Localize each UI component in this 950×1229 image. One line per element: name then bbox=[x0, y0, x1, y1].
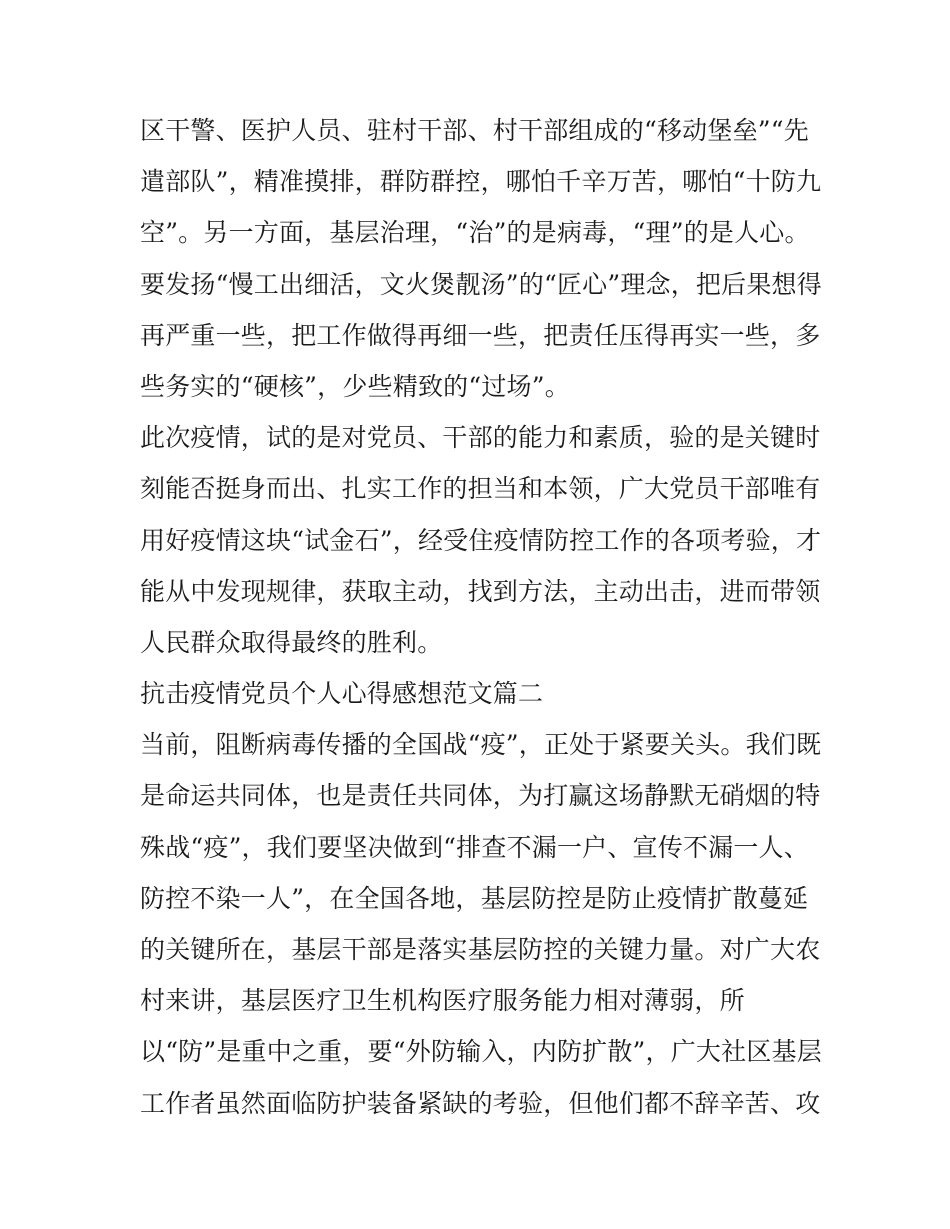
text-line: 刻能否挺身而出、扎实工作的担当和本领，广大党员干部唯有 bbox=[140, 474, 821, 504]
text-line: 防控不染一人”，在全国各地，基层防控是防止疫情扩散蔓延 bbox=[140, 883, 809, 913]
text-line: 些务实的“硬核”，少些精致的“过场”。 bbox=[140, 371, 570, 401]
section-heading: 抗击疫情党员个人心得感想范文篇二 bbox=[140, 679, 544, 709]
text-line: 工作者虽然面临防护装备紧缺的考验，但他们都不辞辛苦、攻 bbox=[140, 1088, 821, 1118]
text-line: 殊战“疫”，我们要坚决做到“排查不漏一户、宣传不漏一人、 bbox=[140, 832, 809, 862]
text-line: 遣部队”，精准摸排，群防群控，哪怕千辛万苦，哪怕“十防九 bbox=[140, 167, 822, 197]
text-line: 要发扬“慢工出细活，文火煲靓汤”的“匠心”理念，把后果想得 bbox=[140, 269, 822, 299]
text-line: 此次疫情，试的是对党员、干部的能力和素质，验的是关键时 bbox=[140, 423, 821, 453]
text-line: 以“防”是重中之重，要“外防输入，内防扩散”，广大社区基层 bbox=[140, 1037, 822, 1067]
document-body bbox=[140, 105, 830, 1129]
text-line: 的关键所在，基层干部是落实基层防控的关键力量。对广大农 bbox=[140, 935, 821, 964]
text-line: 区干警、医护人员、驻村干部、村干部组成的“移动堡垒”“先 bbox=[140, 116, 809, 145]
text-line: 人民群众取得最终的胜利。 bbox=[140, 627, 443, 657]
text-line: 村来讲，基层医疗卫生机构医疗服务能力相对薄弱，所 bbox=[140, 986, 745, 1016]
text-line: 用好疫情这块“试金石”，经受住疫情防控工作的各项考验，才 bbox=[140, 525, 822, 555]
text-line: 再严重一些，把工作做得再细一些，把责任压得再实一些，多 bbox=[140, 320, 821, 350]
text-line: 当前，阻断病毒传播的全国战“疫”，正处于紧要关头。我们既 bbox=[140, 730, 822, 760]
text-line: 是命运共同体，也是责任共同体，为打赢这场静默无硝烟的特 bbox=[140, 781, 821, 811]
text-line: 空”。另一方面，基层治理，“治”的是病毒，“理”的是人心。 bbox=[140, 218, 810, 248]
text-line: 能从中发现规律，获取主动，找到方法，主动出击，进而带领 bbox=[140, 576, 821, 606]
